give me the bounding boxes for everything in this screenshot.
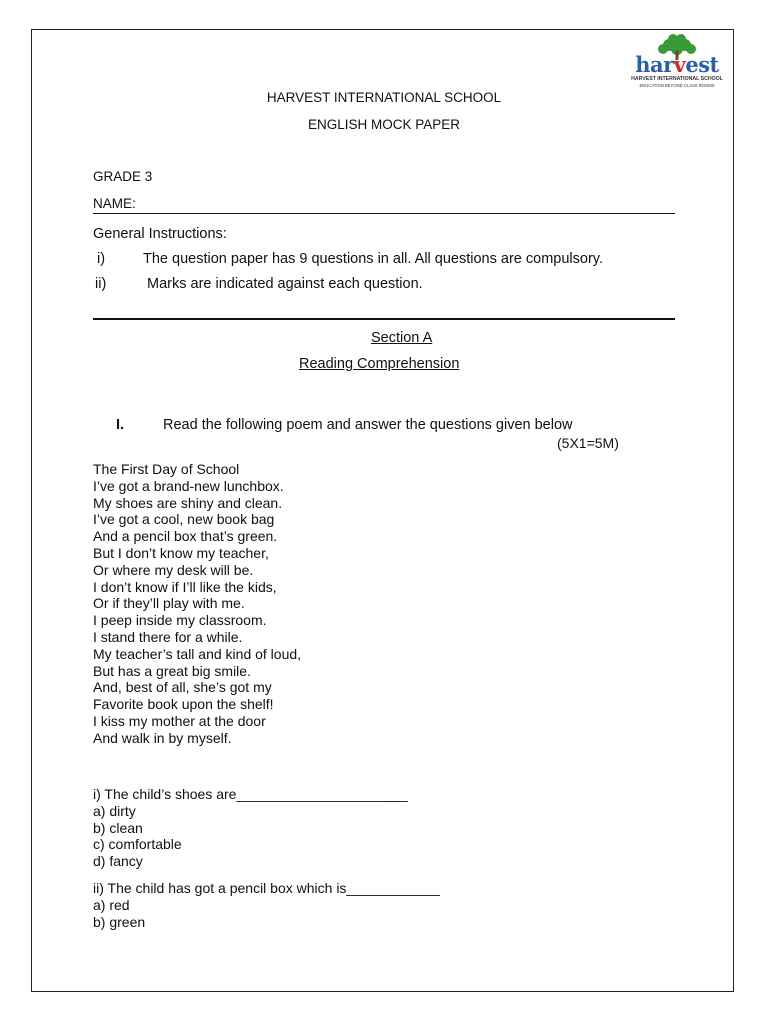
poem-line: My teacher’s tall and kind of loud,	[93, 645, 302, 662]
poem-line: But I don’t know my teacher,	[93, 544, 269, 561]
poem-line: And a pencil box that’s green.	[93, 528, 278, 545]
question-number: I.	[116, 417, 125, 433]
section-subtitle: Reading Comprehension	[299, 356, 460, 372]
name-label: NAME:	[93, 196, 136, 211]
poem-line: I’ve got a cool, new book bag	[93, 511, 275, 528]
subquestion	[93, 880, 440, 930]
poem-line: I stand there for a while.	[93, 628, 243, 645]
instruction-number: ii)	[95, 276, 107, 292]
name-line	[93, 213, 675, 214]
option: a) dirty	[93, 802, 136, 819]
poem-line: I’ve got a brand-new lunchbox.	[93, 477, 284, 494]
poem-line: And walk in by myself.	[93, 729, 232, 746]
instruction-number: i)	[97, 251, 106, 267]
poem-line: But has a great big smile.	[93, 662, 251, 679]
option: b) green	[93, 913, 146, 930]
section-divider	[93, 318, 675, 320]
subquestion	[93, 786, 408, 870]
poem-line: I don’t know if I’ll like the kids,	[93, 578, 277, 595]
logo-school-name: HARVEST INTERNATIONAL SCHOOL	[631, 76, 723, 82]
poem-line: My shoes are shiny and clean.	[93, 494, 283, 511]
section-title: Section A	[371, 330, 433, 346]
school-logo	[631, 34, 723, 90]
logo-tagline: EDUCATION BEYOND CLASS ROOMS	[639, 83, 715, 88]
logo-wordmark: harvest	[635, 52, 719, 77]
poem-line: Or if they’ll play with me.	[93, 595, 245, 612]
instruction-text: The question paper has 9 questions in all. All questions are compulsory.	[143, 251, 603, 267]
option: d) fancy	[93, 853, 143, 870]
school-name: HARVEST INTERNATIONAL SCHOOL	[266, 90, 502, 105]
poem-line: Or where my desk will be.	[93, 561, 254, 578]
paper-title: ENGLISH MOCK PAPER	[307, 117, 461, 132]
poem-line: And, best of all, she’s got my	[93, 679, 272, 696]
option: b) clean	[93, 819, 143, 836]
instruction-text: Marks are indicated against each question.	[147, 276, 423, 292]
question-marks: (5X1=5M)	[557, 435, 619, 451]
subquestion-stem: i) The child’s shoes are______________________	[93, 786, 408, 802]
option: a) red	[93, 896, 130, 913]
question-text: Read the following poem and answer the questions given below	[163, 417, 573, 433]
poem-line: Favorite book upon the shelf!	[93, 696, 274, 713]
poem-line: I kiss my mother at the door	[93, 712, 266, 729]
poem	[93, 461, 301, 747]
subquestion-stem: ii) The child has got a pencil box which is____________	[93, 880, 440, 896]
grade-label: GRADE 3	[93, 169, 153, 184]
instructions-heading: General Instructions:	[93, 226, 227, 242]
option: c) comfortable	[93, 836, 182, 853]
poem-title: The First Day of School	[93, 461, 240, 477]
poem-line: I peep inside my classroom.	[93, 612, 267, 629]
